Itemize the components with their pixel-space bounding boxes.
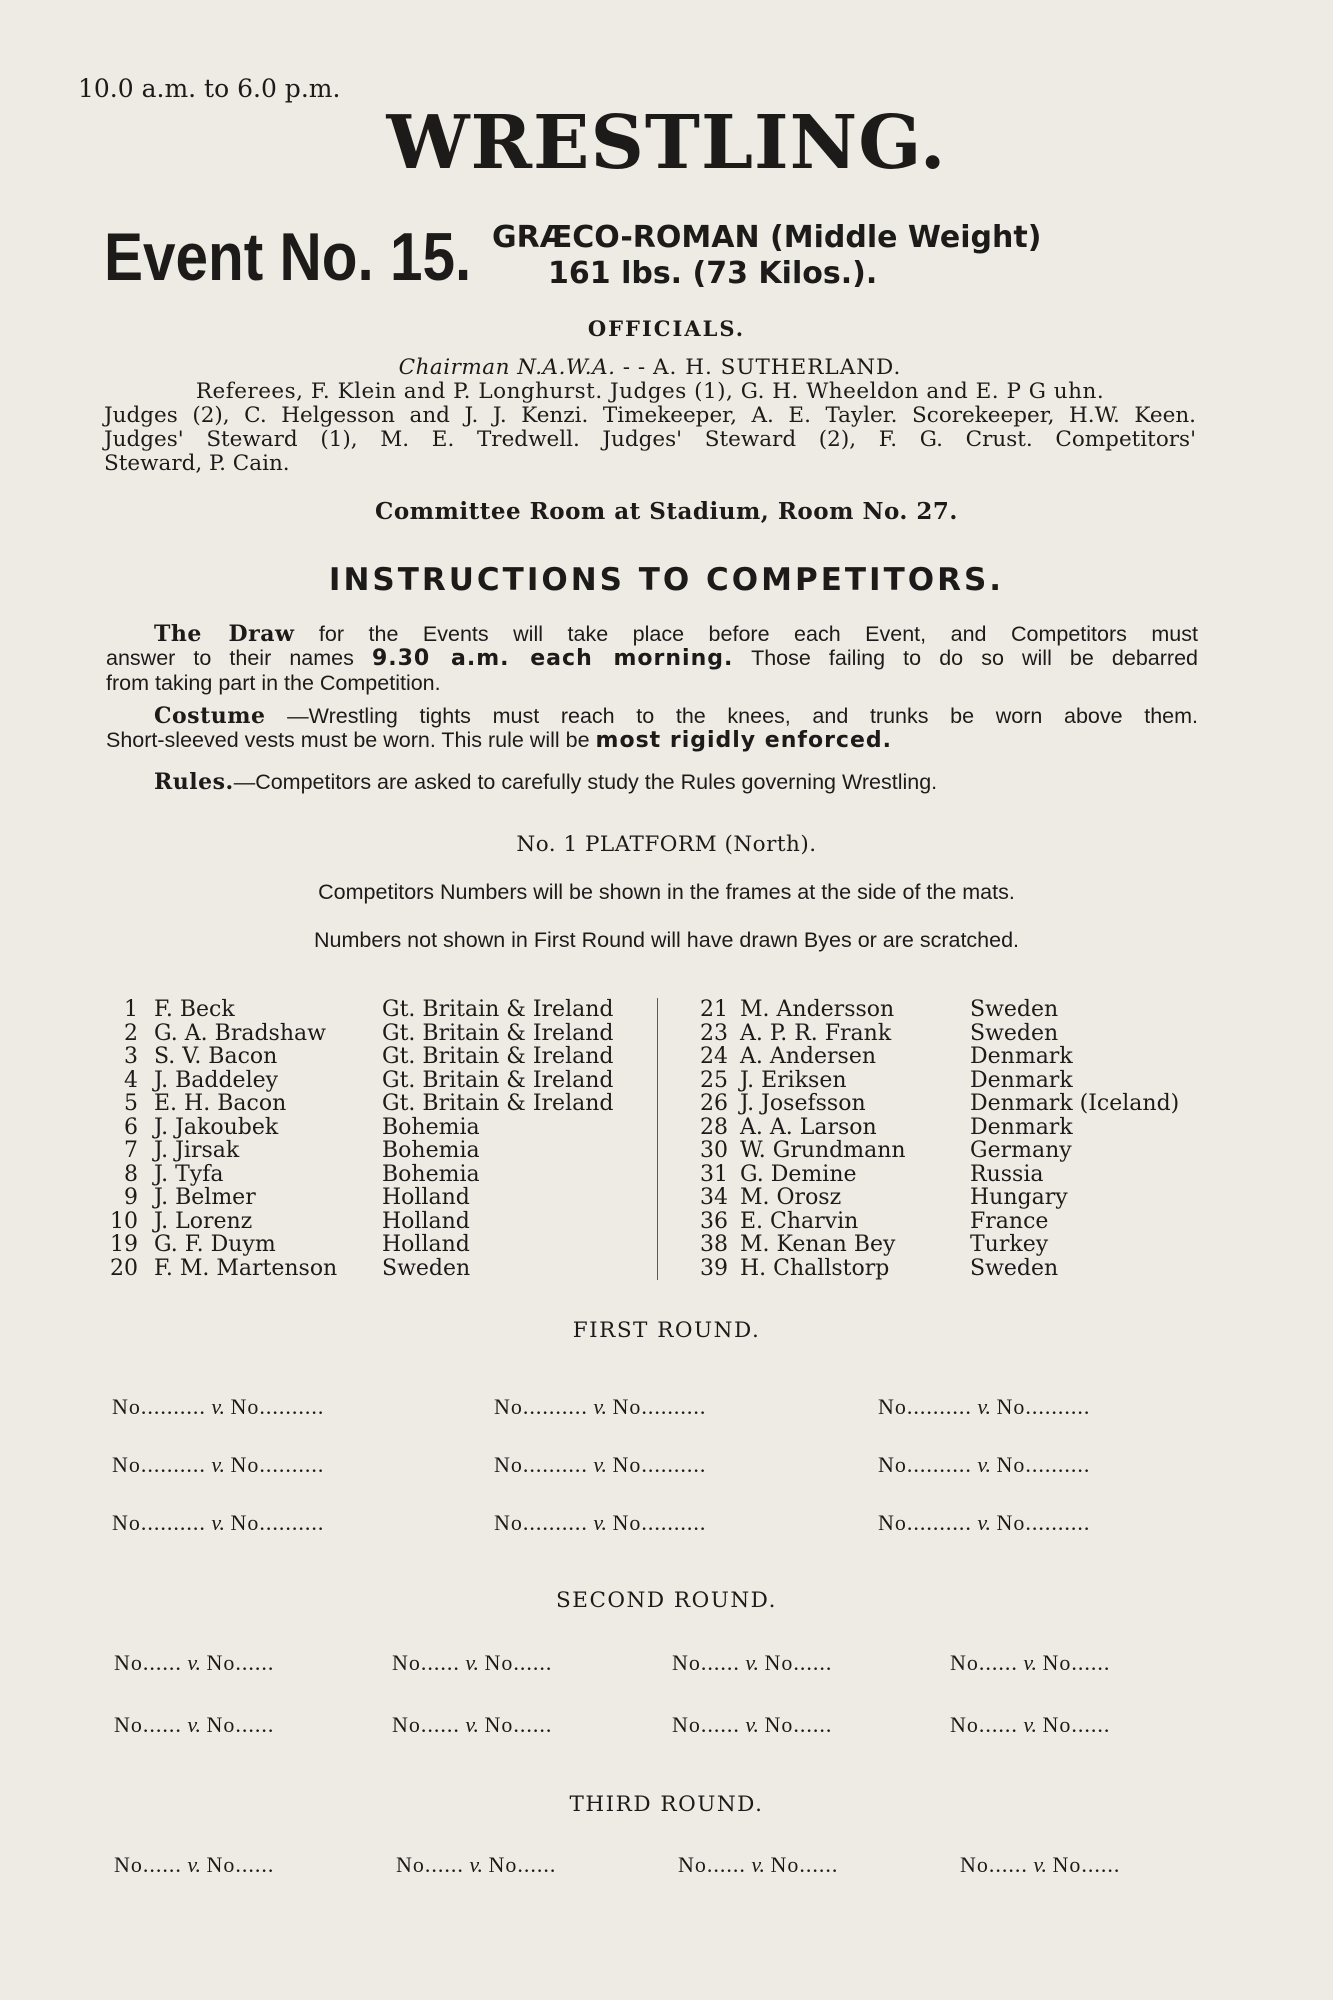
second-round-bout[interactable]: [672, 1650, 832, 1676]
competitor-name: A. Andersen: [740, 1044, 877, 1069]
third-round-bout[interactable]: [678, 1852, 838, 1878]
competitor-number: 8: [124, 1161, 138, 1187]
versus-label: v.: [1023, 1712, 1038, 1737]
competitor-country: Turkey: [970, 1232, 1049, 1257]
competitor-country: Sweden: [970, 1255, 1059, 1281]
competitor-name: G. F. Duym: [154, 1232, 276, 1257]
second-round-heading: SECOND ROUND.: [556, 1588, 777, 1613]
competitor-country: Hungary: [970, 1185, 1068, 1210]
first-round-heading: FIRST ROUND.: [572, 1318, 761, 1343]
bout-competitor-a[interactable]: No..........: [878, 1452, 972, 1477]
competitor-row: [684, 1257, 1230, 1281]
competitor-number: 10: [110, 1208, 138, 1234]
competitor-country: Denmark: [970, 1114, 1073, 1140]
competitor-country: Holland: [382, 1185, 470, 1210]
bout-competitor-a[interactable]: No..........: [112, 1452, 206, 1477]
event-number: Event No. 15.: [104, 219, 472, 295]
competitor-country: Sweden: [382, 1255, 471, 1281]
competitor-number: 2: [124, 1020, 138, 1046]
competitor-row: [684, 1045, 1230, 1069]
column-divider: [657, 998, 658, 1280]
competitor-row: [104, 998, 642, 1022]
competitor-country: Sweden: [970, 1020, 1059, 1046]
costume-paragraph: [106, 704, 1198, 753]
bout-competitor-b[interactable]: No......: [488, 1852, 557, 1877]
officials-chairman-role: Chairman N.A.W.A.: [398, 355, 616, 380]
bout-competitor-b[interactable]: No..........: [230, 1452, 325, 1477]
competitor-country: Bohemia: [382, 1161, 480, 1187]
bout-competitor-a[interactable]: No......: [672, 1650, 740, 1675]
versus-label: v.: [745, 1712, 760, 1737]
bout-competitor-a[interactable]: No..........: [494, 1394, 588, 1419]
competitor-number: 19: [110, 1232, 138, 1257]
competitor-country: Gt. Britain & Ireland: [382, 997, 614, 1022]
rules-text: —Competitors are asked to carefully study the Rules governing Wrestling.: [233, 770, 938, 794]
competitor-name: F. Beck: [154, 997, 235, 1022]
bout-competitor-b[interactable]: No..........: [996, 1452, 1091, 1477]
bout-competitor-b[interactable]: No..........: [996, 1510, 1091, 1535]
competitor-country: Germany: [970, 1138, 1072, 1163]
competitor-name: F. M. Martenson: [154, 1255, 338, 1281]
bout-competitor-b[interactable]: No......: [1042, 1650, 1111, 1675]
bout-competitor-b[interactable]: No..........: [612, 1510, 707, 1535]
officials-stewards: Judges' Steward (1), M. E. Tredwell. Judges' Steward (2), F. G. Crust. Competitors': [104, 427, 1196, 452]
bout-competitor-b[interactable]: No..........: [996, 1394, 1091, 1419]
event-style: GRÆCO-ROMAN (Middle Weight): [492, 220, 1042, 255]
second-round-bout[interactable]: [950, 1650, 1110, 1676]
competitor-number: 1: [124, 997, 138, 1022]
competitor-number: 20: [110, 1255, 138, 1281]
competitors-right-column: [684, 998, 1230, 1280]
versus-label: v.: [469, 1852, 484, 1877]
competitor-name: M. Kenan Bey: [740, 1232, 896, 1257]
bout-competitor-b[interactable]: No..........: [612, 1394, 707, 1419]
third-round-bout[interactable]: [960, 1852, 1120, 1878]
versus-label: v.: [1023, 1650, 1038, 1675]
first-round-bout[interactable]: [878, 1452, 1090, 1478]
competitor-number: 34: [700, 1185, 728, 1210]
competitor-number: 5: [124, 1091, 138, 1116]
competitor-name: J. Jakoubek: [154, 1114, 279, 1140]
first-round-bout[interactable]: [878, 1510, 1090, 1536]
draw-text-d: from taking part in the Competition.: [106, 671, 441, 695]
costume-text-b: Short-sleeved vests must be worn. This rule will be: [106, 728, 596, 752]
officials-heading: OFFICIALS.: [587, 316, 746, 341]
competitor-name: J. Eriksen: [740, 1067, 847, 1093]
bout-competitor-a[interactable]: No..........: [494, 1510, 588, 1535]
competitor-country: Denmark (Iceland): [970, 1091, 1180, 1116]
draw-text-c: Those failing to do so will be debarred: [733, 646, 1198, 670]
bout-competitor-b[interactable]: No......: [206, 1852, 275, 1877]
versus-label: v.: [211, 1394, 226, 1419]
versus-label: v.: [465, 1712, 480, 1737]
bout-competitor-b[interactable]: No......: [1052, 1852, 1121, 1877]
bout-competitor-a[interactable]: No..........: [878, 1394, 972, 1419]
bout-competitor-a[interactable]: No..........: [878, 1510, 972, 1535]
bout-competitor-a[interactable]: No......: [950, 1650, 1018, 1675]
third-round-heading: THIRD ROUND.: [569, 1792, 764, 1817]
competitor-row: [684, 1163, 1230, 1187]
competitor-row: [684, 1116, 1230, 1140]
versus-label: v.: [187, 1712, 202, 1737]
competitor-row: [104, 1045, 642, 1069]
page-title: WRESTLING.: [386, 100, 947, 186]
bout-competitor-a[interactable]: No..........: [494, 1452, 588, 1477]
competitor-number: 31: [700, 1161, 728, 1187]
competitor-name: J. Lorenz: [154, 1208, 253, 1234]
competitor-country: Gt. Britain & Ireland: [382, 1044, 614, 1069]
bout-competitor-b[interactable]: No......: [1042, 1712, 1111, 1737]
competitor-name: S. V. Bacon: [154, 1044, 278, 1069]
competitor-number: 7: [124, 1138, 138, 1163]
competitor-number: 24: [700, 1044, 728, 1069]
competitor-name: J. Josefsson: [740, 1091, 866, 1116]
draw-time: 9.30 a.m. each morning.: [371, 646, 734, 671]
competitor-number: 3: [124, 1044, 138, 1069]
competitor-row: [104, 1069, 642, 1093]
competitor-name: M. Orosz: [740, 1185, 842, 1210]
bout-competitor-a[interactable]: No......: [396, 1852, 464, 1877]
first-round-bout[interactable]: [112, 1510, 324, 1536]
officials-competitors-steward: Steward, P. Cain.: [104, 451, 290, 476]
bout-competitor-b[interactable]: No......: [484, 1650, 553, 1675]
draw-text-b: answer to their names: [106, 646, 372, 670]
rules-label: Rules.: [154, 769, 234, 795]
competitor-name: G. A. Bradshaw: [154, 1020, 326, 1046]
bout-competitor-b[interactable]: No..........: [612, 1452, 707, 1477]
officials-referees: Referees, F. Klein and P. Longhurst. Judges (1), G. H. Wheeldon and E. P G uhn.: [195, 379, 1105, 404]
competitor-country: Gt. Britain & Ireland: [382, 1067, 614, 1093]
bout-competitor-b[interactable]: No..........: [230, 1510, 325, 1535]
bout-competitor-a[interactable]: No......: [960, 1852, 1028, 1877]
competitor-row: [104, 1092, 642, 1116]
versus-label: v.: [187, 1852, 202, 1877]
competitor-row: [684, 1022, 1230, 1046]
competitor-country: France: [970, 1208, 1049, 1234]
versus-label: v.: [977, 1394, 992, 1419]
bout-competitor-a[interactable]: No......: [678, 1852, 746, 1877]
costume-text-a: —Wrestling tights must reach to the knees, and trunks be worn above them.: [265, 704, 1198, 728]
officials-chairman-name: A. H. SUTHERLAND.: [653, 355, 902, 380]
competitor-country: Holland: [382, 1232, 470, 1257]
competitor-row: [684, 1092, 1230, 1116]
bout-competitor-b[interactable]: No..........: [230, 1394, 325, 1419]
officials-chairman-sep: - -: [615, 355, 653, 380]
competitor-name: W. Grundmann: [740, 1138, 906, 1163]
bout-competitor-b[interactable]: No......: [770, 1852, 839, 1877]
bout-competitor-a[interactable]: No......: [950, 1712, 1018, 1737]
platform-label: No. 1 PLATFORM (North).: [516, 832, 817, 857]
bout-competitor-a[interactable]: No......: [114, 1712, 182, 1737]
competitor-name: G. Demine: [740, 1161, 857, 1187]
bout-competitor-a[interactable]: No......: [392, 1712, 460, 1737]
competitor-country: Gt. Britain & Ireland: [382, 1091, 614, 1116]
bout-competitor-b[interactable]: No......: [484, 1712, 553, 1737]
third-round-bout[interactable]: [396, 1852, 556, 1878]
draw-label: The Draw: [154, 621, 295, 647]
competitor-row: [684, 1186, 1230, 1210]
bout-competitor-a[interactable]: No..........: [112, 1510, 206, 1535]
competitor-row: [104, 1210, 642, 1234]
first-round-bout[interactable]: [494, 1510, 706, 1536]
competitor-country: Bohemia: [382, 1138, 480, 1163]
draw-text-a: for the Events will take place before each Event, and Competitors must: [294, 622, 1198, 646]
bout-competitor-a[interactable]: No......: [672, 1712, 740, 1737]
competitor-name: E. Charvin: [740, 1208, 859, 1234]
competitor-country: Sweden: [970, 997, 1059, 1022]
versus-label: v.: [977, 1510, 992, 1535]
competitor-row: [104, 1186, 642, 1210]
competitor-number: 25: [700, 1067, 728, 1093]
bout-competitor-b[interactable]: No......: [206, 1650, 275, 1675]
instructions-heading: INSTRUCTIONS TO COMPETITORS.: [328, 562, 1005, 598]
competitor-row: [684, 1233, 1230, 1257]
competitor-row: [104, 1116, 642, 1140]
competitor-name: J. Tyfa: [154, 1161, 224, 1187]
versus-label: v.: [211, 1510, 226, 1535]
bout-competitor-a[interactable]: No......: [114, 1650, 182, 1675]
competitor-number: 36: [700, 1208, 728, 1234]
third-round-bout[interactable]: [114, 1852, 274, 1878]
first-round-bout[interactable]: [112, 1394, 324, 1420]
competitor-number: 28: [700, 1114, 728, 1140]
second-round-bout[interactable]: [114, 1650, 274, 1676]
competitor-name: H. Challstorp: [740, 1255, 890, 1281]
officials-judges: Judges (2), C. Helgesson and J. J. Kenzi. Timekeeper, A. E. Tayler. Scorekeeper, H.W. Keen.: [104, 403, 1196, 428]
competitor-number: 39: [700, 1255, 728, 1281]
competitor-number: 30: [700, 1138, 728, 1163]
event-weight: 161 lbs. (73 Kilos.).: [548, 256, 878, 291]
second-round-bout[interactable]: [392, 1712, 552, 1738]
competitor-name: E. H. Bacon: [154, 1091, 287, 1116]
versus-label: v.: [593, 1452, 608, 1477]
competitor-country: Gt. Britain & Ireland: [382, 1020, 614, 1046]
bout-competitor-b[interactable]: No......: [764, 1650, 833, 1675]
second-round-bout[interactable]: [950, 1712, 1110, 1738]
costume-label: Costume: [154, 703, 266, 729]
versus-label: v.: [751, 1852, 766, 1877]
committee-room: Committee Room at Stadium, Room No. 27.: [375, 498, 958, 525]
bout-competitor-a[interactable]: No......: [114, 1852, 182, 1877]
competitor-country: Russia: [970, 1161, 1044, 1187]
versus-label: v.: [593, 1394, 608, 1419]
bout-competitor-a[interactable]: No..........: [112, 1394, 206, 1419]
officials-list: [104, 356, 1196, 476]
competitor-row: [104, 1139, 642, 1163]
competitor-number: 9: [124, 1185, 138, 1210]
competitor-row: [684, 998, 1230, 1022]
bout-competitor-b[interactable]: No......: [206, 1712, 275, 1737]
competitor-number: 38: [700, 1232, 728, 1257]
competitor-country: Bohemia: [382, 1114, 480, 1140]
costume-emphasis: most rigidly enforced.: [595, 728, 892, 753]
versus-label: v.: [745, 1650, 760, 1675]
competitor-row: [684, 1210, 1230, 1234]
competitor-country: Holland: [382, 1208, 470, 1234]
competitor-number: 4: [124, 1067, 138, 1093]
rules-paragraph: [106, 770, 1198, 794]
competitor-name: M. Andersson: [740, 997, 895, 1022]
competitor-name: J. Baddeley: [154, 1067, 279, 1093]
session-time: 10.0 a.m. to 6.0 p.m.: [78, 74, 341, 103]
competitor-row: [104, 1233, 642, 1257]
competitor-row: [684, 1069, 1230, 1093]
competitor-name: A. A. Larson: [740, 1114, 877, 1140]
competitor-number: 23: [700, 1020, 728, 1046]
competitor-row: [104, 1022, 642, 1046]
second-round-bout[interactable]: [114, 1712, 274, 1738]
competitor-country: Denmark: [970, 1044, 1073, 1069]
first-round-bout[interactable]: [878, 1394, 1090, 1420]
competitor-number: 6: [124, 1114, 138, 1140]
competitor-number: 26: [700, 1091, 728, 1116]
competitor-name: A. P. R. Frank: [740, 1020, 892, 1046]
versus-label: v.: [465, 1650, 480, 1675]
first-round-bout[interactable]: [112, 1452, 324, 1478]
competitor-name: J. Jirsak: [154, 1138, 240, 1163]
versus-label: v.: [211, 1452, 226, 1477]
bout-competitor-b[interactable]: No......: [764, 1712, 833, 1737]
byes-info: Numbers not shown in First Round will have drawn Byes or are scratched.: [313, 928, 1020, 952]
first-round-bout[interactable]: [494, 1452, 706, 1478]
competitor-row: [104, 1257, 642, 1281]
competitor-row: [104, 1163, 642, 1187]
second-round-bout[interactable]: [672, 1712, 832, 1738]
bout-competitor-a[interactable]: No......: [392, 1650, 460, 1675]
competitors-left-column: [104, 998, 642, 1280]
versus-label: v.: [1033, 1852, 1048, 1877]
second-round-bout[interactable]: [392, 1650, 552, 1676]
versus-label: v.: [187, 1650, 202, 1675]
competitor-number: 21: [700, 997, 728, 1022]
competitor-country: Denmark: [970, 1067, 1073, 1093]
versus-label: v.: [593, 1510, 608, 1535]
first-round-bout[interactable]: [494, 1394, 706, 1420]
competitor-name: J. Belmer: [154, 1185, 256, 1210]
draw-paragraph: [106, 622, 1198, 695]
numbers-info: Competitors Numbers will be shown in the frames at the side of the mats.: [318, 880, 1015, 904]
competitor-row: [684, 1139, 1230, 1163]
versus-label: v.: [977, 1452, 992, 1477]
